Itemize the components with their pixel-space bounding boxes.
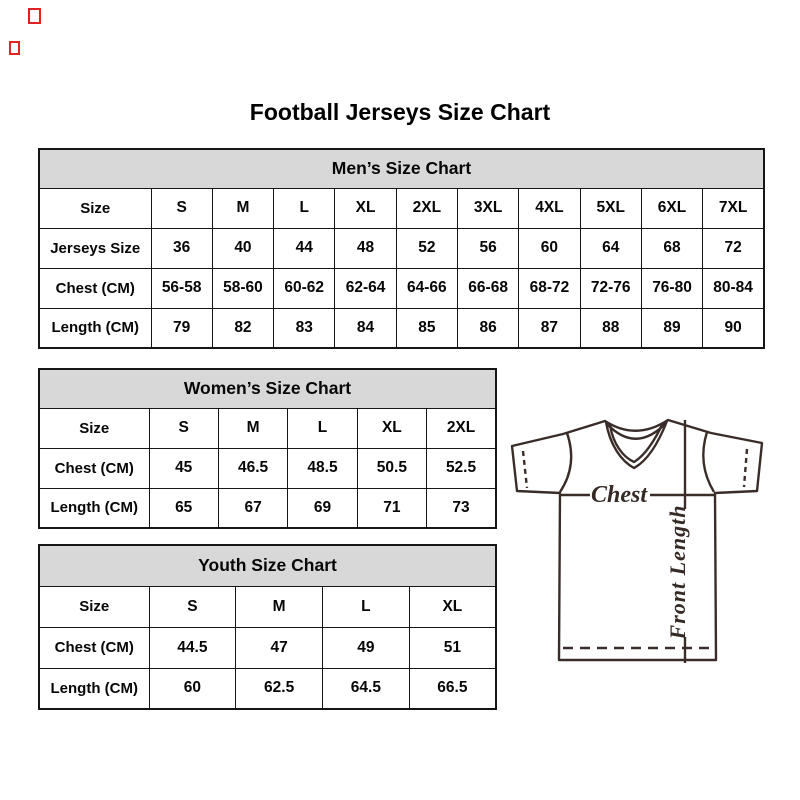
size-cell: 68-72 — [519, 268, 580, 308]
size-cell: XL — [335, 188, 396, 228]
size-cell: 68 — [641, 228, 702, 268]
red-artifact-mark-1 — [28, 8, 41, 24]
size-cell: 87 — [519, 308, 580, 348]
row-label: Chest (CM) — [39, 627, 149, 668]
row-label: Size — [39, 586, 149, 627]
womens-size-chart-table — [38, 368, 497, 529]
size-cell: 79 — [151, 308, 212, 348]
row-label: Length (CM) — [39, 308, 151, 348]
size-cell: 62.5 — [236, 668, 323, 709]
size-cell: 4XL — [519, 188, 580, 228]
size-cell: L — [323, 586, 410, 627]
size-cell: 64-66 — [396, 268, 457, 308]
right-armhole-seam — [703, 432, 714, 492]
size-cell: 60 — [149, 668, 236, 709]
youth-table-title: Youth Size Chart — [39, 545, 496, 586]
mens-table-title: Men’s Size Chart — [39, 149, 764, 188]
left-cuff-dashed-line — [523, 451, 527, 488]
size-cell: 3XL — [457, 188, 518, 228]
size-cell: 73 — [427, 488, 496, 528]
table-row — [39, 408, 496, 448]
size-cell: S — [149, 586, 236, 627]
size-cell: 85 — [396, 308, 457, 348]
size-cell: 82 — [212, 308, 273, 348]
size-cell: 44 — [274, 228, 335, 268]
left-armhole-seam — [560, 433, 571, 492]
table-row — [39, 627, 496, 668]
right-cuff-dashed-line — [744, 449, 747, 487]
size-cell: M — [212, 188, 273, 228]
size-cell: 90 — [703, 308, 764, 348]
row-label: Length (CM) — [39, 668, 149, 709]
jersey-size-diagram — [503, 400, 769, 668]
chest-measure-label: Chest — [590, 482, 648, 508]
size-cell: 56-58 — [151, 268, 212, 308]
table-row — [39, 448, 496, 488]
womens-table-title: Women’s Size Chart — [39, 369, 496, 408]
size-cell: 72 — [703, 228, 764, 268]
size-cell: 47 — [236, 627, 323, 668]
size-cell: L — [274, 188, 335, 228]
table-row — [39, 586, 496, 627]
size-cell: 51 — [409, 627, 496, 668]
size-cell: 45 — [149, 448, 218, 488]
size-cell: 83 — [274, 308, 335, 348]
size-cell: 49 — [323, 627, 410, 668]
size-cell: S — [151, 188, 212, 228]
jersey-outline — [512, 420, 762, 660]
size-cell: XL — [409, 586, 496, 627]
size-cell: M — [236, 586, 323, 627]
size-cell: XL — [357, 408, 426, 448]
size-cell: 52.5 — [427, 448, 496, 488]
size-cell: 7XL — [703, 188, 764, 228]
table-row — [39, 268, 764, 308]
size-cell: 46.5 — [218, 448, 287, 488]
table-row — [39, 668, 496, 709]
size-cell: 89 — [641, 308, 702, 348]
size-cell: 52 — [396, 228, 457, 268]
row-label: Size — [39, 188, 151, 228]
size-cell: 50.5 — [357, 448, 426, 488]
front-length-measure-label: Front Length — [665, 504, 690, 640]
size-cell: 76-80 — [641, 268, 702, 308]
youth-size-chart-table — [38, 544, 497, 710]
size-cell: 56 — [457, 228, 518, 268]
table-row — [39, 308, 764, 348]
size-cell: 2XL — [427, 408, 496, 448]
size-cell: 36 — [151, 228, 212, 268]
row-label: Size — [39, 408, 149, 448]
size-cell: 86 — [457, 308, 518, 348]
table-row — [39, 228, 764, 268]
size-cell: 88 — [580, 308, 641, 348]
size-cell: 44.5 — [149, 627, 236, 668]
mens-size-chart-table — [38, 148, 765, 349]
row-label: Jerseys Size — [39, 228, 151, 268]
size-cell: 66.5 — [409, 668, 496, 709]
size-cell: 69 — [288, 488, 357, 528]
red-artifact-mark-2 — [9, 41, 20, 55]
size-cell: L — [288, 408, 357, 448]
row-label: Length (CM) — [39, 488, 149, 528]
size-cell: 80-84 — [703, 268, 764, 308]
size-cell: 48.5 — [288, 448, 357, 488]
size-cell: S — [149, 408, 218, 448]
size-cell: 65 — [149, 488, 218, 528]
size-cell: 48 — [335, 228, 396, 268]
size-cell: 84 — [335, 308, 396, 348]
size-cell: 60-62 — [274, 268, 335, 308]
page-title: Football Jerseys Size Chart — [249, 99, 551, 125]
size-cell: M — [218, 408, 287, 448]
size-cell: 64 — [580, 228, 641, 268]
size-cell: 6XL — [641, 188, 702, 228]
size-cell: 64.5 — [323, 668, 410, 709]
size-cell: 67 — [218, 488, 287, 528]
row-label: Chest (CM) — [39, 268, 151, 308]
table-row — [39, 488, 496, 528]
size-cell: 72-76 — [580, 268, 641, 308]
collar-v-inner — [610, 423, 663, 462]
size-cell: 5XL — [580, 188, 641, 228]
size-cell: 62-64 — [335, 268, 396, 308]
row-label: Chest (CM) — [39, 448, 149, 488]
size-cell: 71 — [357, 488, 426, 528]
size-cell: 40 — [212, 228, 273, 268]
table-row — [39, 188, 764, 228]
size-cell: 60 — [519, 228, 580, 268]
size-cell: 66-68 — [457, 268, 518, 308]
size-cell: 58-60 — [212, 268, 273, 308]
size-cell: 2XL — [396, 188, 457, 228]
